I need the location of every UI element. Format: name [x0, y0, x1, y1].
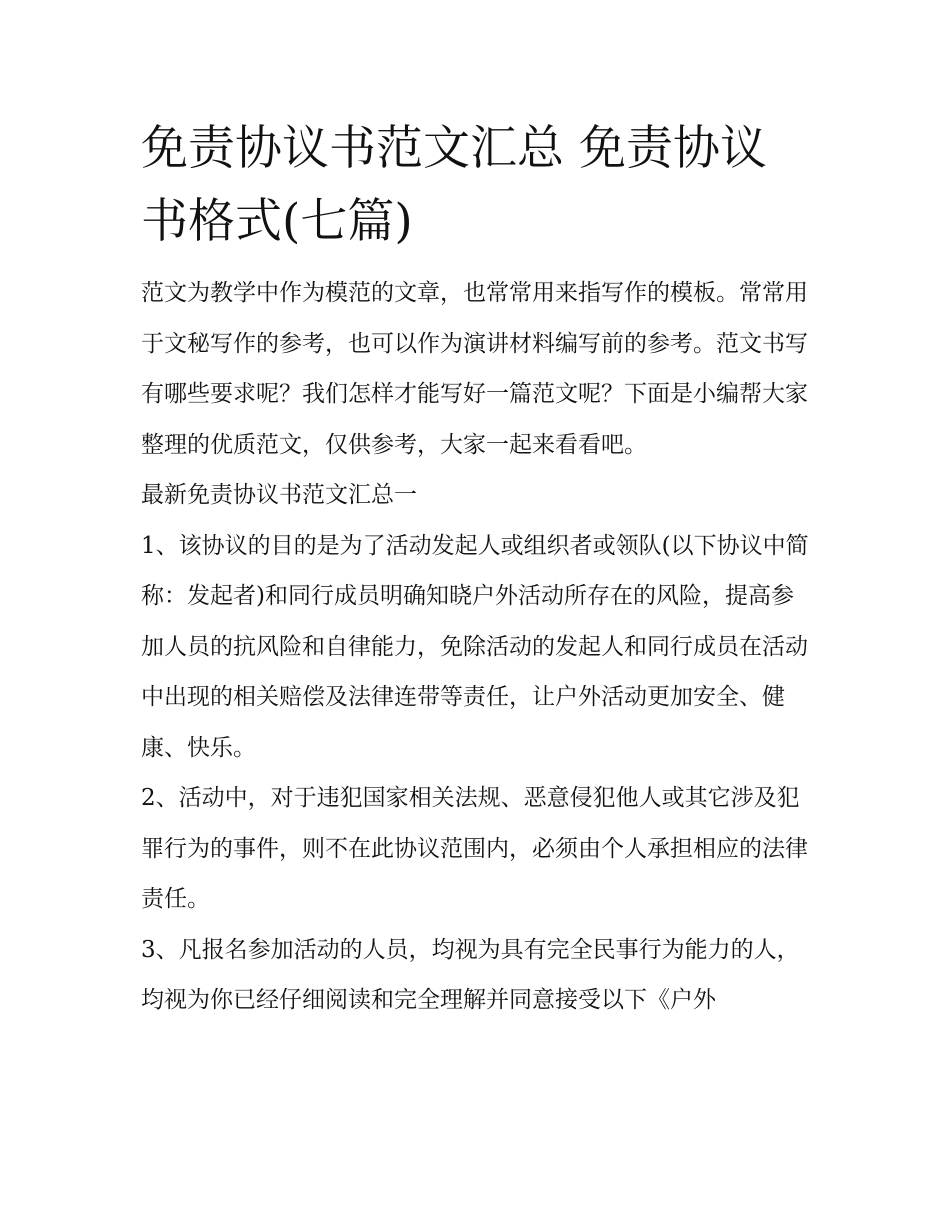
document-body — [141, 112, 813, 1026]
document-title: 免责协议书范文汇总 免责协议书格式(七篇) — [141, 121, 767, 249]
intro-paragraph: 范文为教学中作为模范的文章，也常常用来指写作的模板。常常用于文秘写作的参考，也可以作为演讲材料编写前的参考。范文书写有哪些要求呢？我们怎样才能写好一篇范文呢？下面是小编帮大家整理的优质范文，仅供参考，大家一起来看看吧。 — [141, 280, 808, 458]
clause-2: 2、活动中，对于违犯国家相关法规、恶意侵犯他人或其它涉及犯罪行为的事件，则不在此协议范围内，必须由个人承担相应的法律责任。 — [141, 785, 808, 912]
section-heading: 最新免责协议书范文汇总一 — [141, 482, 417, 508]
clause-1: 1、该协议的目的是为了活动发起人或组织者或领队(以下协议中简称：发起者)和同行成员明确知晓户外活动所存在的风险，提高参加人员的抗风险和自律能力，免除活动的发起人和同行成员在活动中出现的相关赔偿及法律连带等责任，让户外活动更加安全、健康、快乐。 — [141, 532, 809, 761]
paragraph-list — [141, 268, 813, 1026]
clause-3: 3、凡报名参加活动的人员，均视为具有完全民事行为能力的人，均视为你已经仔细阅读和完全理解并同意接受以下《户外 — [141, 936, 800, 1013]
